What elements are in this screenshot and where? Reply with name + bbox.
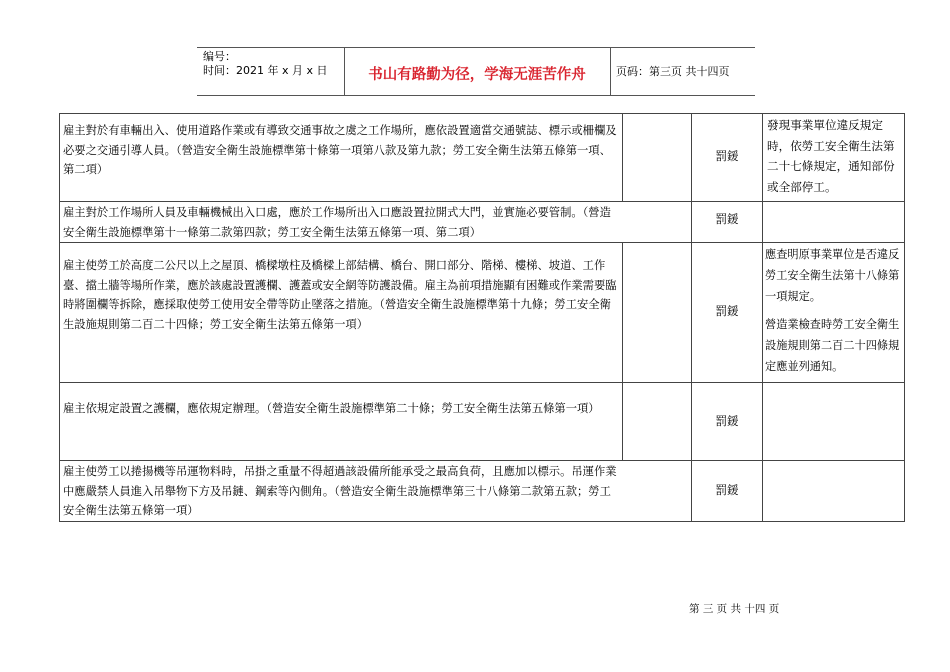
note-cell: 應查明原事業單位是否違反勞工安全衛生法第十八條第一項規定。 — [765, 248, 900, 303]
page-footer: 第 三 页 共 十四 页 — [689, 603, 780, 615]
note-cell: 發現事業單位違反規定時，依勞工安全衛生法第二十七條規定，通知部份或全部停工。 — [767, 118, 895, 194]
number-label: 编号： — [203, 50, 236, 63]
page-label: 页码：第三页 共十四页 — [616, 65, 730, 78]
penalty-cell: 罰鍰 — [715, 149, 739, 163]
penalty-cell: 罰鍰 — [715, 483, 739, 497]
table-row: 雇主使勞工於高度二公尺以上之屋頂、橋樑墩柱及橋樑上部結構、橋台、開口部分、階梯、樓梯、坡道、工作臺、擋土牆等場所作業，應於該處設置護欄、護蓋或安全網等防護設備。雇主為前項措施顯有困難或作業需要臨時將圍欄等拆除，應採取使勞工使用安全帶等防止墜落之措施。（營造安全衛生設施標準第十九條；勞工安全衛生設施規則第二百二十四條；勞工安全衛生法第五條第一項） — [63, 259, 617, 331]
table-row: 雇主對於工作場所人員及車輛機械出入口處，應於工作場所出入口應設置拉開式大門，並實施必要管制。（營造安全衛生設施標準第十一條第二款第四款；勞工安全衛生法第五條第一項、第二項） — [63, 206, 611, 239]
header-motto: 书山有路勤为径，学海无涯苦作舟 — [368, 66, 586, 83]
penalty-cell: 罰鍰 — [715, 304, 739, 318]
penalty-cell: 罰鍰 — [715, 212, 739, 226]
time-label: 时间：2021 年 x 月 x 日 — [203, 64, 328, 77]
table-row: 雇主對於有車輛出入、使用道路作業或有導致交通事故之虞之工作場所，應依設置適當交通號誌、標示或柵欄及必要之交通引導人員。（營造安全衛生設施標準第十條第一項第八款及第九款；勞工安全衛生法第五條第一項、第二項） — [63, 124, 617, 177]
regulation-table — [59, 113, 905, 522]
note-cell: 營造業檢查時勞工安全衛生設施規則第二百二十四條規定應並列通知。 — [765, 318, 900, 373]
table-row: 雇主依規定設置之護欄，應依規定辦理。（營造安全衛生設施標準第二十條；勞工安全衛生法第五條第一項） — [63, 402, 600, 415]
table-row: 雇主使勞工以捲揚機等吊運物料時，吊掛之重量不得超過該設備所能承受之最高負荷，且應加以標示。吊運作業中應嚴禁人員進入吊舉物下方及吊鏈、鋼索等內側角。（營造安全衛生設施標準第三十八條第二款第五款；勞工安全衛生法第五條第一項） — [63, 465, 617, 518]
penalty-cell: 罰鍰 — [715, 414, 739, 428]
page-header — [197, 47, 755, 96]
